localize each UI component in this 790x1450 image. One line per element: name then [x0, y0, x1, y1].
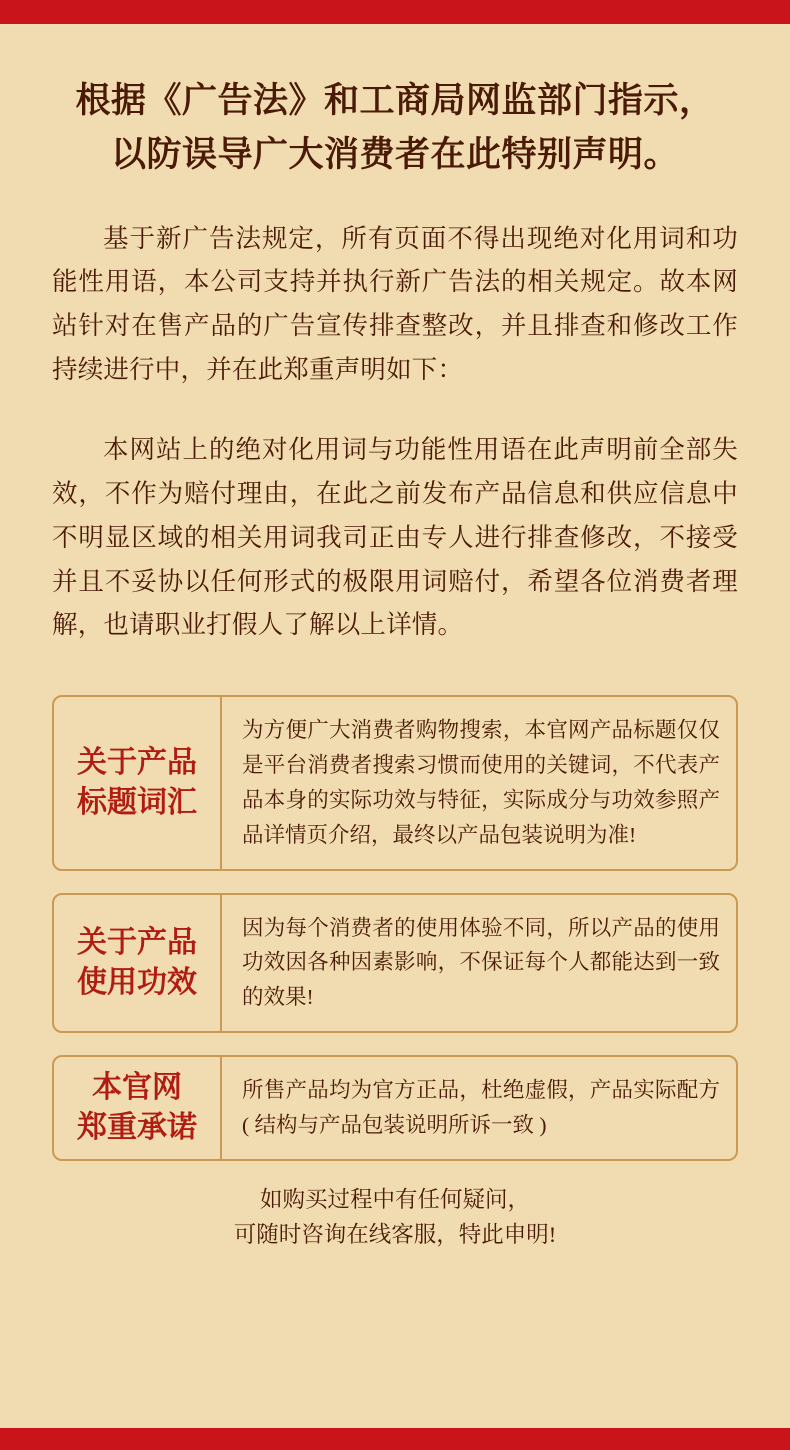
statement-card-body	[222, 895, 736, 1031]
statement-card-list	[52, 695, 738, 1160]
declaration-paragraph-2: 本网站上的绝对化用词与功能性用语在此声明前全部失效，不作为赔付理由，在此之前发布产品信息和供应信息中不明显区域的相关用词我司正由专人进行排查修改，不接受并且不妥协以任何形式的极限用词赔付，希望各位消费者理解，也请职业打假人了解以上详情。	[52, 434, 738, 640]
statement-card-title-line-2: 使用功效	[77, 965, 197, 999]
statement-card-body-text: 所售产品均为官方正品，杜绝虚假，产品实际配方( 结构与产品包装说明所诉一致 )	[242, 1078, 720, 1137]
top-red-bar	[0, 0, 790, 24]
statement-card-title	[54, 697, 222, 868]
statement-card-title-line-1: 关于产品	[77, 926, 197, 960]
statement-card-body-text: 为方便广大消费者购物搜索，本官网产品标题仅仅是平台消费者搜索习惯而使用的关键词，不代表产品本身的实际功效与特征，实际成分与功效参照产品详情页介绍，最终以产品包装说明为准!	[242, 718, 720, 847]
statement-card-official-promise	[52, 1055, 738, 1161]
statement-card-body-text: 因为每个消费者的使用体验不同，所以产品的使用功效因各种因素影响，不保证每个人都能达到一致的效果!	[242, 915, 720, 1010]
footer-note-line-1: 如购买过程中有任何疑问，	[259, 1186, 530, 1212]
footer-note	[52, 1183, 738, 1253]
bottom-red-bar	[0, 1428, 790, 1450]
statement-card-body	[222, 697, 736, 868]
statement-card-product-title	[52, 695, 738, 870]
statement-card-title-line-2: 郑重承诺	[77, 1110, 197, 1144]
statement-card-body	[222, 1057, 736, 1159]
footer-note-line-2: 可随时咨询在线客服，特此申明!	[233, 1221, 557, 1247]
statement-card-title	[54, 1057, 222, 1159]
statement-card-title-line-1: 本官网	[92, 1071, 182, 1105]
statement-card-title	[54, 895, 222, 1031]
content-panel	[0, 24, 790, 1428]
page-title	[52, 24, 738, 183]
statement-card-title-line-1: 关于产品	[77, 746, 197, 780]
statement-card-product-efficacy	[52, 893, 738, 1033]
page-title-line-2: 以防误导广大消费者在此特别声明。	[110, 135, 679, 175]
statement-card-title-line-2: 标题词汇	[77, 785, 197, 819]
page-title-line-1: 根据《广告法》和工商局网监部门指示，	[75, 81, 715, 120]
declaration-paragraph-1: 基于新广告法规定，所有页面不得出现绝对化用词和功能性用语，本公司支持并执行新广告法的相关规定。故本网站针对在售产品的广告宣传排查整改，并且排查和修改工作持续进行中，并在此郑重声明如下：	[52, 223, 738, 385]
